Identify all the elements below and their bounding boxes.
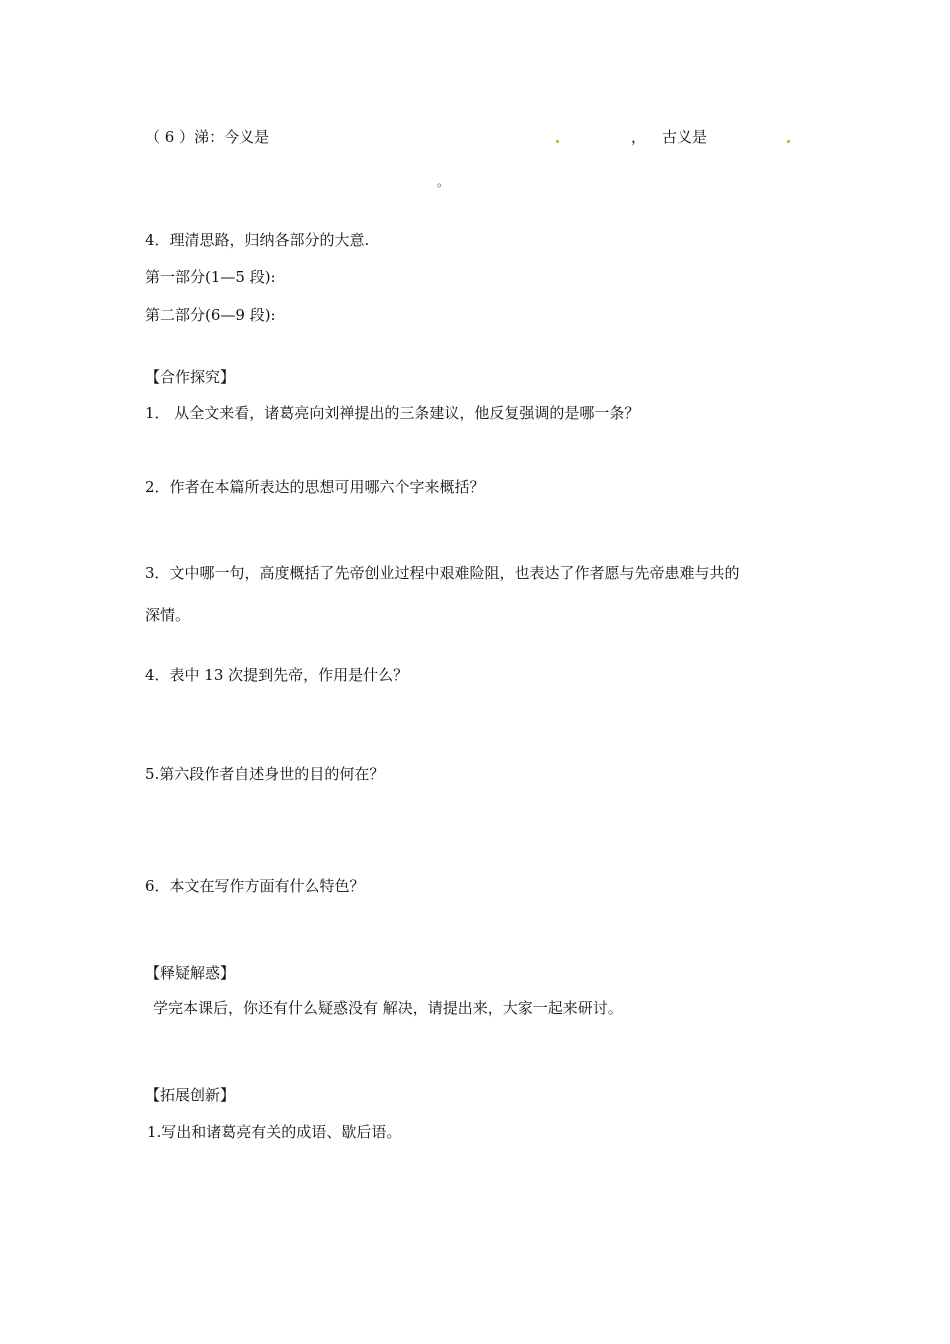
question-3-line-2: 深情。: [145, 606, 191, 624]
section-heading-cooperate: 【合作探究】: [145, 368, 236, 386]
blank-marker-dot: [556, 140, 559, 143]
question-5: 5.第六段作者自述身世的目的何在？: [145, 765, 385, 783]
outline-heading: 4．理清思路，归纳各部分的大意.: [145, 231, 370, 249]
vocab-ancient-label: 古义是: [662, 128, 708, 146]
section-heading-doubts: 【释疑解惑】: [145, 964, 236, 982]
question-1: 1． 从全文来看，诸葛亮向刘禅提出的三条建议，他反复强调的是哪一条？: [145, 404, 640, 422]
vocab-end-mark: 。: [437, 175, 450, 189]
outline-part-1: 第一部分(1—5 段):: [145, 268, 276, 286]
outline-part-2: 第二部分(6—9 段):: [145, 306, 276, 324]
extend-item-1: 1.写出和诸葛亮有关的成语、歇后语。: [147, 1123, 402, 1141]
section-heading-extend: 【拓展创新】: [145, 1086, 236, 1104]
vocab-item-6-prefix: （ 6 ）涕：今义是: [145, 128, 270, 146]
question-6: 6．本文在写作方面有什么特色？: [145, 877, 365, 895]
question-4: 4．表中 13 次提到先帝，作用是什么？: [145, 666, 409, 684]
doubts-text: 学完本课后，你还有什么疑惑没有 解决，请提出来，大家一起来研讨。: [153, 999, 623, 1017]
question-3-line-1: 3．文中哪一句，高度概括了先帝创业过程中艰难险阻，也表达了作者愿与先帝患难与共的: [145, 564, 740, 582]
vocab-comma: ，: [631, 128, 647, 146]
question-2: 2．作者在本篇所表达的思想可用哪六个字来概括？: [145, 478, 485, 496]
blank-marker-dot: [787, 140, 790, 143]
